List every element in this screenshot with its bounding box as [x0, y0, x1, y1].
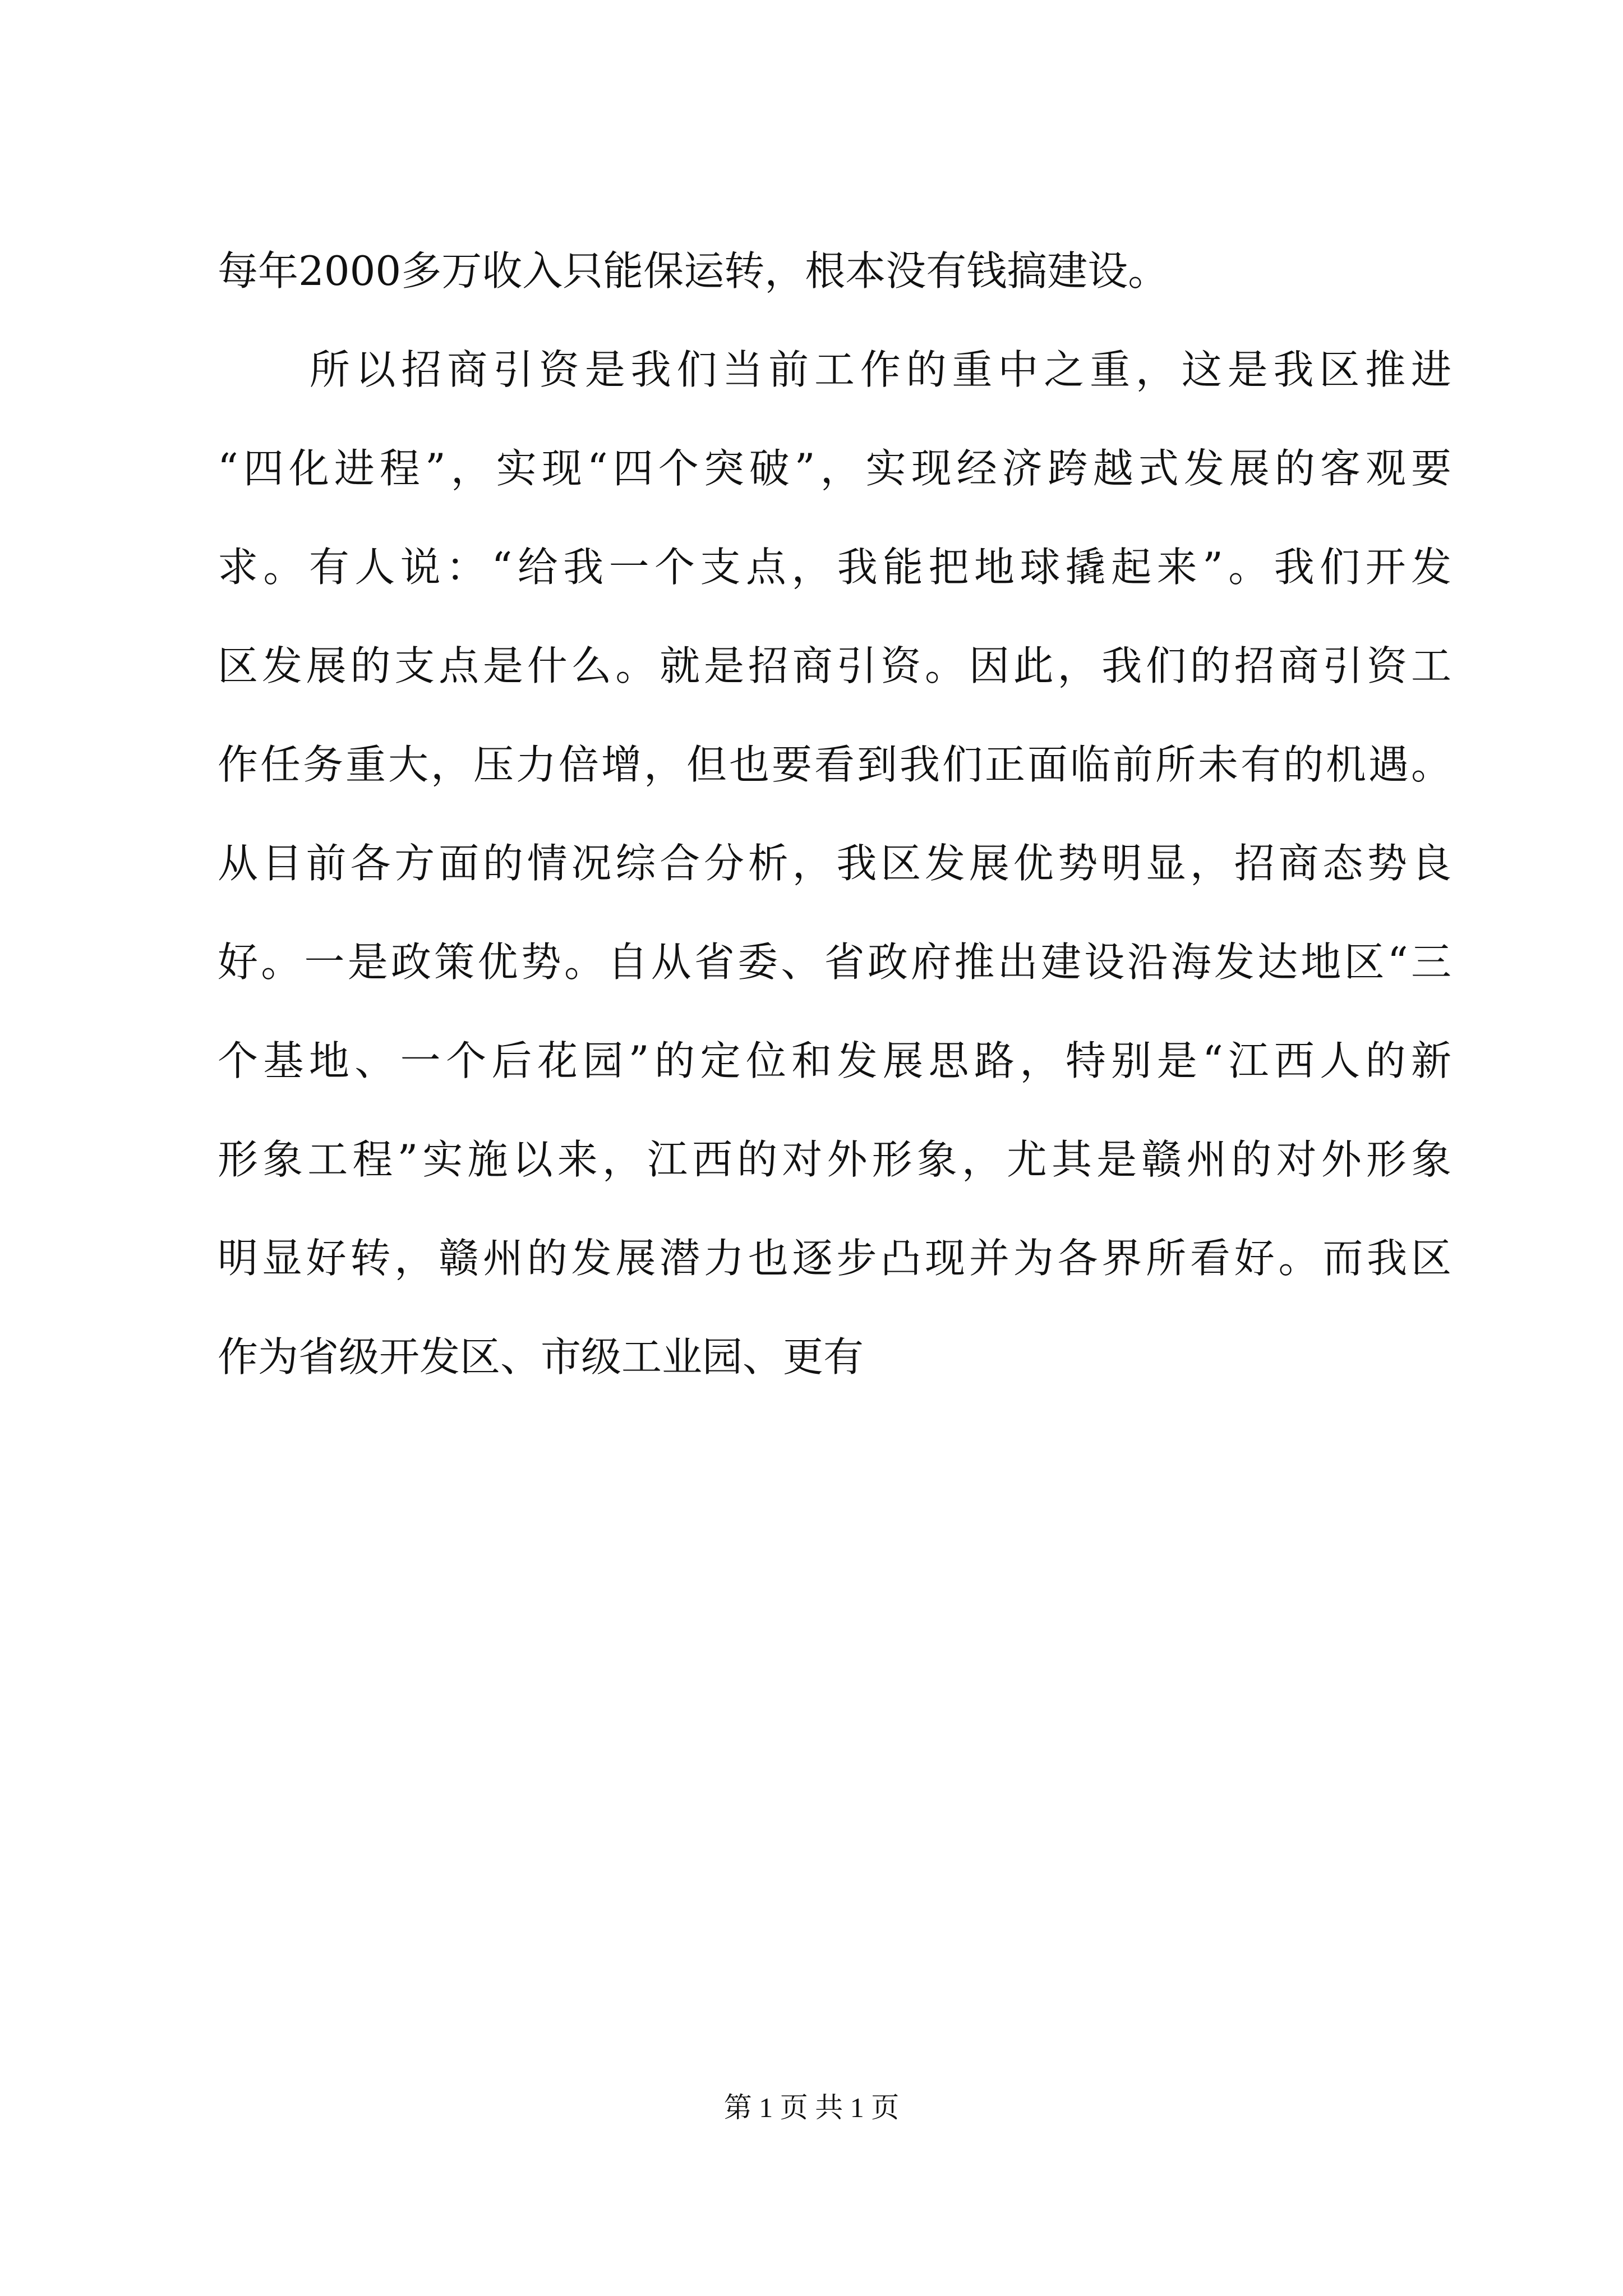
text-line-12: 作为省级开发区、市级工业园、更有: [218, 1333, 864, 1381]
text-line-9: 个基地、一个后花园”的定位和发展思路，特别是“江西人的新: [218, 1037, 1451, 1084]
page-footer: [0, 2088, 1623, 2127]
text-line-1: 每年2000多万收入只能保运转，根本没有钱搞建设。: [218, 247, 1169, 295]
text-line-6: 作任务重大，压力倍增，但也要看到我们正面临前所未有的机遇。: [218, 741, 1451, 788]
text-line-8: 好。一是政策优势。自从省委、省政府推出建设沿海发达地区“三: [218, 938, 1451, 986]
text-line-11: 明显好转，赣州的发展潜力也逐步凸现并为各界所看好。而我区: [218, 1235, 1451, 1282]
text-line-5: 区发展的支点是什么。就是招商引资。因此，我们的招商引资工: [218, 642, 1451, 689]
text-line-4: 求。有人说：“给我一个支点，我能把地球撬起来”。我们开发: [218, 544, 1451, 591]
text-line-7: 从目前各方面的情况综合分析，我区发展优势明显，招商态势良: [218, 840, 1451, 887]
page-number: 第 1 页 共 1 页: [723, 2092, 900, 2123]
text-line-3: “四化进程”，实现“四个突破”，实现经济跨越式发展的客观要: [218, 445, 1451, 492]
document-body: [218, 222, 1451, 1406]
text-line-2: 所以招商引资是我们当前工作的重中之重，这是我区推进: [218, 346, 1451, 393]
text-line-10: 形象工程”实施以来，江西的对外形象，尤其是赣州的对外形象: [218, 1136, 1451, 1183]
